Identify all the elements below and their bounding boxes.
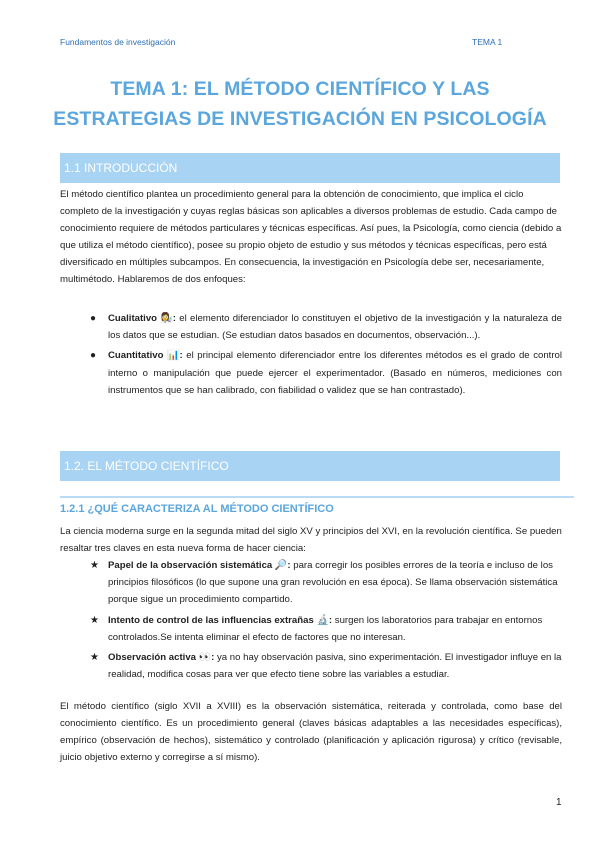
- page-number: 1: [556, 797, 562, 808]
- term-separator: :: [287, 560, 294, 571]
- description-cualitativo: el elemento diferenciador lo constituyen el objetivo de la investigación y la naturaleza de los datos que se estudian. (Se estudian datos basados en documentos, observación...).: [108, 313, 562, 342]
- list-item-cualitativo: [88, 310, 562, 344]
- star-icon: ★: [90, 652, 99, 664]
- description-observacion-activa: ya no hay observación pasiva, sino experimentación. El investigador influye en la realidad, modifica cosas para ver que efecto tiene sobre las variables a estudiar.: [108, 652, 562, 681]
- page-title: [40, 74, 560, 134]
- approaches-list: [88, 310, 562, 402]
- term-observacion-activa: Observación activa: [108, 652, 196, 664]
- bullet-dot-icon: ●: [90, 313, 97, 324]
- star-icon: ★: [90, 560, 99, 571]
- keys-list: [88, 557, 562, 686]
- subheading-caracteriza: 1.2.1 ¿QUÉ CARACTERIZA AL MÉTODO CIENTÍFICO: [60, 503, 334, 515]
- magnifier-icon: 🔎: [274, 560, 288, 571]
- list-item-observacion-sistematica: [88, 557, 562, 609]
- list-item-observacion-activa: [88, 649, 562, 683]
- title-line-1: TEMA 1: EL MÉTODO CIENTÍFICO Y LAS: [110, 78, 490, 100]
- section-heading-introduccion: 1.1 INTRODUCCIÓN: [60, 153, 560, 183]
- method-paragraph: El método científico (siglo XVII a XVIII) es la observación sistemática, reiterada y controlada, como base del conocimiento científico. Es un procedimiento general (claves básicas adaptables a las necesidades específicas), empírico (observación de hechos), sistemático y controlado (planificación y aplicación rigurosa) y crítico (revisable, juicio objetivo externo y corregirse a sí mismo).: [60, 701, 562, 763]
- term-observacion-sistematica: Papel de la observación sistemática: [108, 560, 273, 571]
- description-cuantitativo: el principal elemento diferenciador entre los diferentes métodos es el grado de control interno o manipulación que puede ejercer el experimentador. (Basado en números, mediciones con instrumentos que se han calibrado, con fiabilidad o validez que se han contrastado).: [108, 350, 562, 396]
- microscope-icon: 🔬: [316, 614, 329, 626]
- header-course-title: Fundamentos de investigación: [60, 37, 176, 47]
- section-heading-metodo-cientifico: 1.2. EL MÉTODO CIENTÍFICO: [60, 451, 560, 481]
- description-control-influencias: surgen los laboratorios para trabajar en entornos controlados.Se intenta eliminar el efecto de factores que no interesan.: [108, 614, 543, 643]
- bar-chart-icon: 📊: [167, 350, 180, 362]
- term-control-influencias: Intento de control de las influencias extrañas: [108, 614, 314, 626]
- title-line-2: ESTRATEGIAS DE INVESTIGACIÓN EN PSICOLOGÍA: [53, 108, 547, 130]
- scientist-icon: 👩‍🔬: [160, 313, 173, 324]
- star-icon: ★: [90, 614, 99, 626]
- list-item-cuantitativo: [88, 347, 562, 399]
- term-separator: :: [211, 652, 217, 664]
- intro-paragraph: El método científico plantea un procedimiento general para la obtención de conocimiento, que implica el ciclo completo de la investigación y cuyas reglas básicas son aplicables a diversos problemas de estudio. Cada campo de conocimiento requiere de métodos particulares y técnicas específicas. Así pues, la Psicología, como ciencia (debido a que utiliza el método científico), posee su propio objeto de estudio y sus métodos y técnicas específicas, pero está diversificado en múltiples subcampos. En consecuencia, la investigación en Psicología debe ser, necesariamente, multimétodo. Hablaremos de dos enfoques:: [60, 189, 562, 285]
- bullet-dot-icon: ●: [90, 350, 97, 362]
- description-observacion-sistematica: para corregir los posibles errores de la teoría e incluso de los principios filosóficos (lo que supone una gran revolución en esa época). Se llama observación sistemática porque sigue un procedimiento compartido.: [108, 560, 558, 606]
- term-cuantitativo: Cuantitativo: [108, 350, 164, 362]
- list-item-control-influencias: [88, 612, 562, 646]
- term-separator: :: [172, 313, 180, 324]
- term-cualitativo: Cualitativo: [108, 313, 158, 324]
- term-separator: :: [328, 614, 335, 626]
- section-divider: [60, 496, 574, 498]
- eyes-icon: 👀: [198, 652, 212, 664]
- term-separator: :: [179, 350, 187, 362]
- science-paragraph: La ciencia moderna surge en la segunda mitad del siglo XV y principios del XVI, en la revolución científica. Se pueden resaltar tres claves en esta nueva forma de hacer ciencia:: [60, 526, 562, 554]
- header-unit-label: TEMA 1: [472, 37, 503, 47]
